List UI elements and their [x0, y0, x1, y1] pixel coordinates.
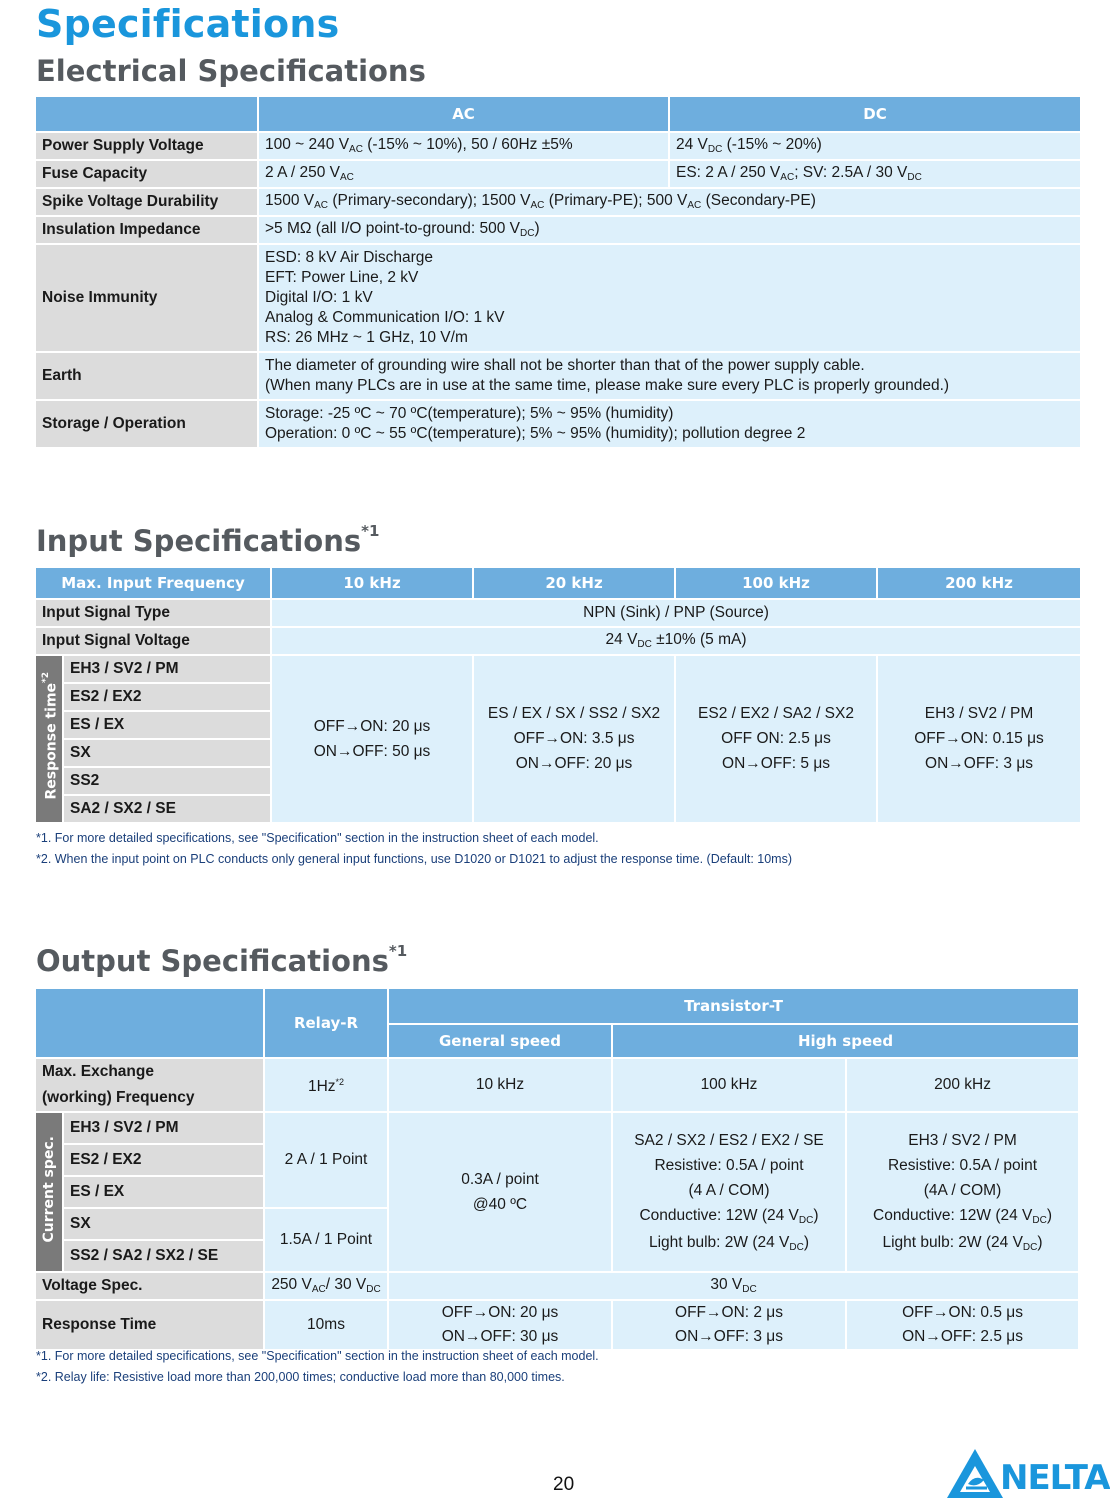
fuse-dc: ES: 2 A / 250 VAC; SV: 2.5A / 30 VDC: [670, 161, 1080, 187]
response-high-200: OFF→ON: 0.5 μs ON→OFF: 2.5 μs: [847, 1301, 1078, 1349]
row-label: Max. Exchange (working) Frequency: [36, 1059, 263, 1111]
page-number: 20: [553, 1474, 575, 1495]
header-blank: [36, 989, 263, 1057]
fuse-ac: 2 A / 250 VAC: [259, 161, 668, 187]
current-spec-side-label: Current spec.: [36, 1113, 62, 1271]
model-label: EH3 / SV2 / PM: [64, 656, 270, 682]
relay-current-b: 1.5A / 1 Point: [265, 1209, 387, 1271]
header-relay: Relay-R: [265, 989, 387, 1057]
input-note-2: *2. When the input point on PLC conducts only general input functions, use D1020 or D1021 to adjust the response time. (Default: 10ms): [36, 852, 792, 866]
model-label: ES2 / EX2: [64, 684, 270, 710]
header-dc: DC: [670, 97, 1080, 131]
brand-logo: [944, 1444, 1110, 1501]
model-label: EH3 / SV2 / PM: [64, 1113, 263, 1143]
row-label: Input Signal Voltage: [36, 628, 270, 654]
row-label: Fuse Capacity: [36, 161, 257, 187]
storage-value: Storage: -25 ºC ~ 70 ºC(temperature); 5% ~ 95% (humidity) Operation: 0 ºC ~ 55 ºC(temperature); 5% ~ 95% (humidity); pollution degree 2: [259, 401, 1080, 447]
output-note-2: *2. Relay life: Resistive load more than 200,000 times; conductive load more than 80,000 times.: [36, 1370, 565, 1384]
earth-value: The diameter of grounding wire shall not be shorter than that of the power supply cable. (When many PLCs are in use at the same time, please make sure every PLC is properly grounded.): [259, 353, 1080, 399]
output-note-1: *1. For more detailed specifications, see "Specification" section in the instruction sheet of each model.: [36, 1349, 599, 1363]
model-label: ES / EX: [64, 1177, 263, 1207]
voltage-transistor: 30 VDC: [389, 1273, 1078, 1299]
header-blank: [36, 97, 257, 131]
signal-voltage-value: 24 VDC ±10% (5 mA): [272, 628, 1080, 654]
signal-type-value: NPN (Sink) / PNP (Source): [272, 600, 1080, 626]
header-20khz: 20 kHz: [474, 568, 674, 598]
response-time-side-label: Response time$^{*2}$: [36, 656, 62, 822]
input-specs-table: [34, 566, 1082, 824]
power-supply-dc: 24 VDC (-15% ~ 20%): [670, 133, 1080, 159]
high-200-current: EH3 / SV2 / PM Resistive: 0.5A / point (4A / COM) Conductive: 12W (24 VDC) Light bulb: 2W (24 VDC): [847, 1113, 1078, 1271]
header-high-speed: High speed: [613, 1025, 1078, 1057]
model-label: SA2 / SX2 / SE: [64, 796, 270, 822]
model-label: SX: [64, 740, 270, 766]
logo-text: NELTA: [1000, 1458, 1110, 1498]
row-label: Input Signal Type: [36, 600, 270, 626]
row-label: Spike Voltage Durability: [36, 189, 257, 215]
electrical-specs-table: [34, 95, 1082, 449]
row-label: Insulation Impedance: [36, 217, 257, 243]
spike-value: 1500 VAC (Primary-secondary); 1500 VAC (Primary-PE); 500 VAC (Secondary-PE): [259, 189, 1080, 215]
response-20khz: ES / EX / SX / SS2 / SX2 OFF→ON: 3.5 μs ON→OFF: 20 μs: [474, 656, 674, 822]
output-specs-table: [34, 987, 1080, 1351]
electrical-specs-title: Electrical Specifications: [36, 54, 426, 88]
row-label: Storage / Operation: [36, 401, 257, 447]
model-label: ES2 / EX2: [64, 1145, 263, 1175]
row-label: Earth: [36, 353, 257, 399]
model-label: SS2 / SA2 / SX2 / SE: [64, 1241, 263, 1271]
noise-value: ESD: 8 kV Air Discharge EFT: Power Line, 2 kV Digital I/O: 1 kV Analog & Communication I/O: 1 kV RS: 26 MHz ~ 1 GHz, 10 V/m: [259, 245, 1080, 351]
freq-high-100: 100 kHz: [613, 1059, 845, 1111]
model-label: ES / EX: [64, 712, 270, 738]
high-100-current: SA2 / SX2 / ES2 / EX2 / SE Resistive: 0.5A / point (4 A / COM) Conductive: 12W (24 VDC) Light bulb: 2W (24 VDC): [613, 1113, 845, 1271]
model-label: SX: [64, 1209, 263, 1239]
insulation-value: >5 MΩ (all I/O point-to-ground: 500 VDC): [259, 217, 1080, 243]
general-current: 0.3A / point @40 ºC: [389, 1113, 611, 1271]
response-100khz: ES2 / EX2 / SA2 / SX2 OFF ON: 2.5 μs ON→OFF: 5 μs: [676, 656, 876, 822]
response-10khz: OFF→ON: 20 μs ON→OFF: 50 μs: [272, 656, 472, 822]
relay-current-a: 2 A / 1 Point: [265, 1113, 387, 1207]
row-label: Response Time: [36, 1301, 263, 1349]
power-supply-ac: 100 ~ 240 VAC (-15% ~ 10%), 50 / 60Hz ±5%: [259, 133, 668, 159]
freq-relay: 1Hz$^{*2}$: [265, 1059, 387, 1111]
input-note-1: *1. For more detailed specifications, see "Specification" section in the instruction sheet of each model.: [36, 831, 599, 845]
header-general-speed: General speed: [389, 1025, 611, 1057]
input-specs-title: Input Specifications$^{*1}$: [36, 522, 380, 558]
header-10khz: 10 kHz: [272, 568, 472, 598]
response-general: OFF→ON: 20 μs ON→OFF: 30 μs: [389, 1301, 611, 1349]
header-max-input-frequency: Max. Input Frequency: [36, 568, 270, 598]
header-100khz: 100 kHz: [676, 568, 876, 598]
header-ac: AC: [259, 97, 668, 131]
freq-general: 10 kHz: [389, 1059, 611, 1111]
response-200khz: EH3 / SV2 / PM OFF→ON: 0.15 μs ON→OFF: 3 μs: [878, 656, 1080, 822]
output-specs-title: Output Specifications$^{*1}$: [36, 942, 408, 978]
header-transistor: Transistor-T: [389, 989, 1078, 1023]
model-label: SS2: [64, 768, 270, 794]
response-high-100: OFF→ON: 2 μs ON→OFF: 3 μs: [613, 1301, 845, 1349]
row-label: Power Supply Voltage: [36, 133, 257, 159]
row-label: Voltage Spec.: [36, 1273, 263, 1299]
voltage-relay: 250 VAC/ 30 VDC: [265, 1273, 387, 1299]
header-200khz: 200 kHz: [878, 568, 1080, 598]
row-label: Noise Immunity: [36, 245, 257, 351]
page-title: Specifications: [36, 2, 340, 46]
response-relay: 10ms: [265, 1301, 387, 1349]
freq-high-200: 200 kHz: [847, 1059, 1078, 1111]
